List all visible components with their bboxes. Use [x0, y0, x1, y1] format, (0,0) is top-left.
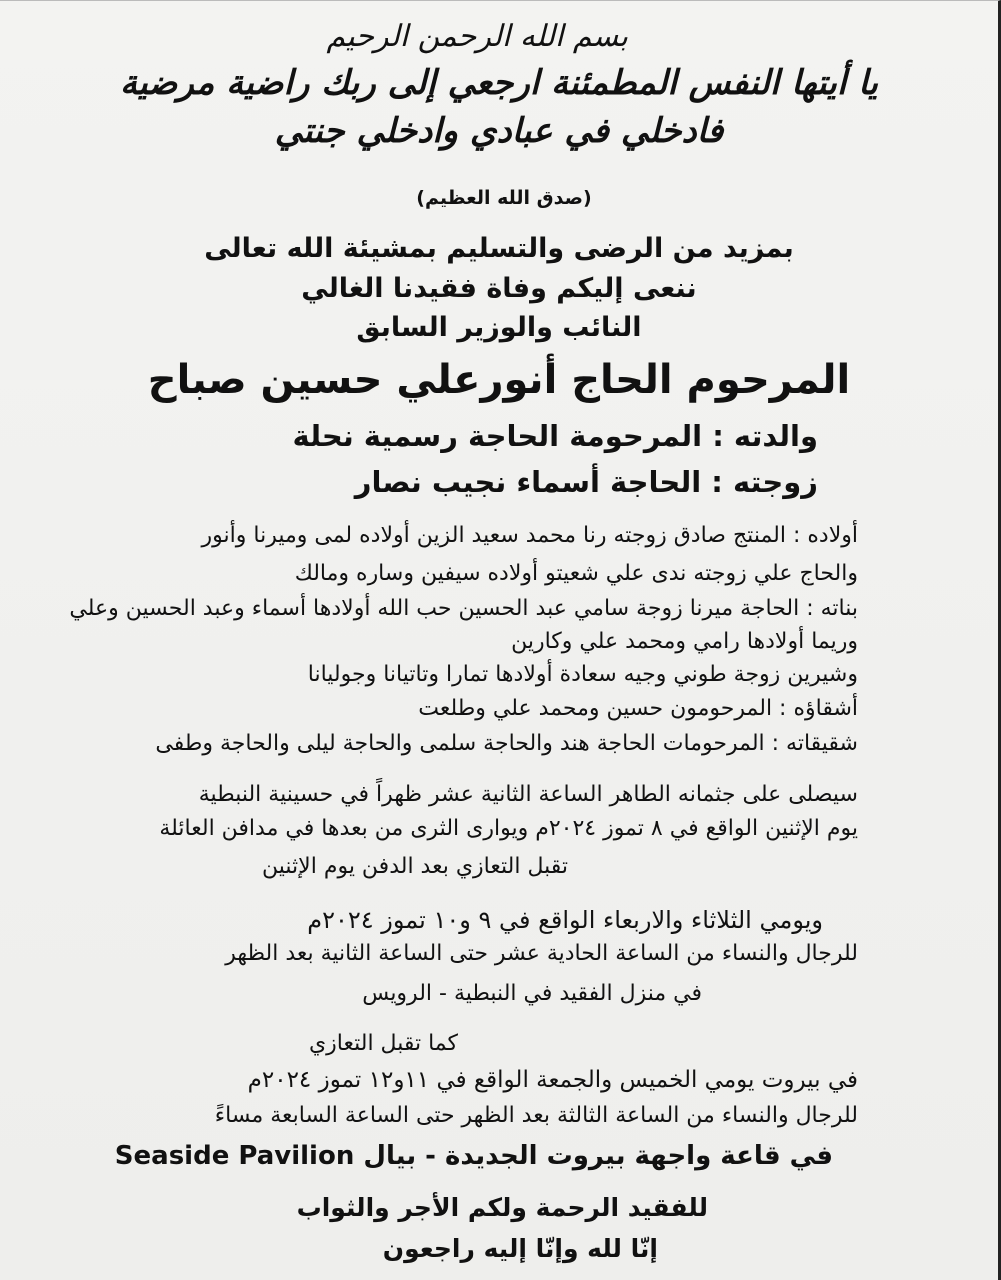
condolence-line-4: كما تقبل التعازي: [308, 1031, 458, 1056]
condolence-line-5: في بيروت يومي الخميس والجمعة الواقع في ١١و١٢ تموز ٢٠٢٤م: [247, 1067, 858, 1093]
funeral-line-1: سيصلى على جثمانه الطاهر الساعة الثانية عشر ظهراً في حسينية النبطية: [198, 782, 858, 807]
family-line-5: وشيرين زوجة طوني وجيه سعادة أولادها تمارا وتاتيانا وجوليانا: [307, 662, 858, 687]
family-line-3: بناته : الحاجة ميرنا زوجة سامي عبد الحسين حب الله أولادها أسماء وعبد الحسين وعلي: [69, 596, 858, 621]
family-line-4: وريما أولادها رامي ومحمد علي وكارين: [511, 629, 858, 654]
sadaq-allah: (صدق الله العظيم): [416, 187, 592, 209]
quran-verse-line-1: يا أيتها النفس المطمئنة ارجعي إلى ربك راضية مرضية: [120, 63, 878, 103]
family-line-7: شقيقاته : المرحومات الحاجة هند والحاجة سلمى والحاجة ليلى والحاجة وطفى: [155, 731, 858, 756]
deceased-name: المرحوم الحاج أنورعلي حسين صباح: [147, 357, 851, 403]
funeral-line-2: يوم الإثنين الواقع في ٨ تموز ٢٠٢٤م ويوارى الثرى من بعدها في مدافن العائلة: [159, 816, 858, 841]
family-line-6: أشقاؤه : المرحومون حسين ومحمد علي وطلعت: [418, 696, 858, 721]
condolence-venue: في قاعة واجهة بيروت الجديدة - بيال Seaside Pavilion: [114, 1141, 833, 1171]
announcement-line-2: ننعى إليكم وفاة فقيدنا الغالي: [301, 273, 697, 304]
condolence-line-1: ويومي الثلاثاء والاربعاء الواقع في ٩ و١٠ تموز ٢٠٢٤م: [307, 906, 823, 934]
quran-verse-line-2: فادخلي في عبادي وادخلي جنتي: [274, 111, 724, 151]
basmala: بسم الله الرحمن الرحيم: [326, 19, 628, 54]
closing-line-1: للفقيد الرحمة ولكم الأجر والثواب: [296, 1193, 708, 1222]
condolence-line-3: في منزل الفقيد في النبطية - الرويس: [362, 981, 702, 1006]
closing-line-2: إنّا لله وإنّا إليه راجعون: [382, 1234, 658, 1263]
mother-line: والدته : المرحومة الحاجة رسمية نحلة: [292, 419, 818, 453]
announcement-line-1: بمزيد من الرضى والتسليم بمشيئة الله تعالى: [204, 233, 794, 264]
family-line-1: أولاده : المنتج صادق زوجته رنا محمد سعيد الزين أولاده لمى وميرنا وأنور: [201, 523, 858, 548]
funeral-line-3: تقبل التعازي بعد الدفن يوم الإثنين: [262, 854, 568, 879]
family-line-2: والحاج علي زوجته ندى علي شعيتو أولاده سيفين وساره ومالك: [294, 561, 858, 586]
condolence-line-6: للرجال والنساء من الساعة الثالثة بعد الظهر حتى الساعة السابعة مساءً: [214, 1103, 858, 1128]
wife-line: زوجته : الحاجة أسماء نجيب نصار: [354, 465, 818, 499]
announcement-line-3: النائب والوزير السابق: [356, 312, 642, 343]
condolence-line-2: للرجال والنساء من الساعة الحادية عشر حتى الساعة الثانية بعد الظهر: [225, 941, 858, 966]
